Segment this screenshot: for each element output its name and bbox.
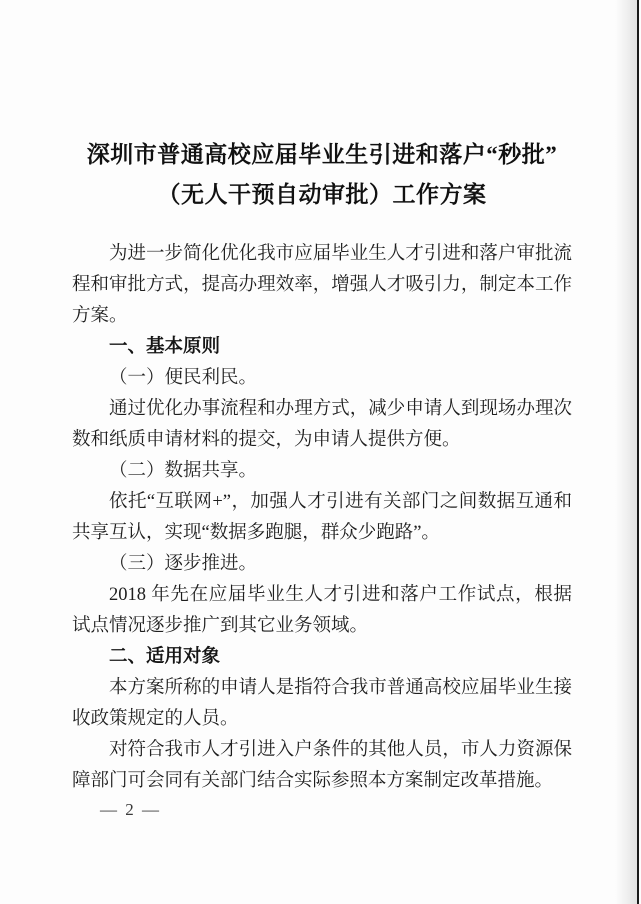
paragraph-pilot-2018: 2018 年先在应届毕业生人才引进和落户工作试点，根据试点情况逐步推广到其它业务领域。 — [72, 585, 572, 636]
document-body — [72, 239, 572, 797]
intro-paragraph: 为进一步简化优化我市应届毕业生人才引进和落户审批流程和审批方式，提高办理效率，增强人才吸引力，制定本工作方案。 — [72, 244, 572, 326]
paragraph-other-personnel: 对符合我市人才引进入户条件的其他人员，市人力资源保障部门可会同有关部门结合实际参照本方案制定改革措施。 — [72, 740, 572, 791]
sub-item-2: （二）数据共享。 — [109, 461, 258, 481]
paragraph-convenience: 通过优化办事流程和办理方式，减少申请人到现场办理次数和纸质申请材料的提交，为申请人提供方便。 — [72, 399, 572, 450]
document-title — [72, 135, 572, 215]
paragraph-applicant-definition: 本方案所称的申请人是指符合我市普通高校应届毕业生接收政策规定的人员。 — [72, 678, 572, 729]
document-title-line-1: 深圳市普通高校应届毕业生引进和落户“秒批” — [86, 142, 558, 167]
section-heading-applicable-targets: 二、适用对象 — [109, 647, 221, 667]
document-title-line-2: （无人干预自动审批）工作方案 — [157, 182, 487, 207]
section-heading-basic-principles: 一、基本原则 — [109, 337, 221, 357]
sub-item-1: （一）便民利民。 — [109, 368, 258, 388]
paragraph-data-sharing: 依托“互联网+”，加强人才引进有关部门之间数据互通和共享互认，实现“数据多跑腿，群众少跑路”。 — [72, 492, 572, 543]
page-number: — 2 — — [100, 800, 161, 819]
sub-item-3: （三）逐步推进。 — [109, 554, 258, 574]
